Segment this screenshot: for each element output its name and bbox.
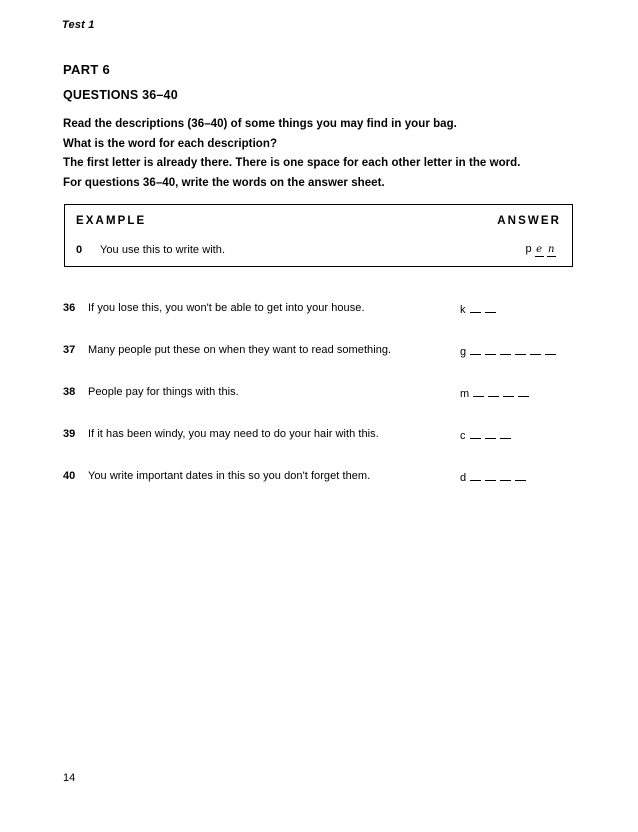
answer-blank bbox=[470, 470, 481, 481]
question-text: Many people put these on when they want to read something. bbox=[88, 344, 392, 356]
question-answer-slot[interactable] bbox=[460, 386, 529, 400]
answer-blank bbox=[515, 470, 526, 481]
answer-label: ANSWER bbox=[497, 215, 561, 227]
question-number: 37 bbox=[63, 344, 76, 356]
answer-blank bbox=[473, 386, 484, 397]
question-row bbox=[0, 344, 638, 386]
answer-blank bbox=[515, 344, 526, 355]
answer-blanks bbox=[466, 472, 526, 484]
answer-blanks bbox=[466, 430, 511, 442]
instructions-block bbox=[63, 115, 583, 193]
question-list bbox=[0, 302, 638, 512]
answer-blank bbox=[485, 470, 496, 481]
answer-blank bbox=[485, 302, 496, 313]
page-number: 14 bbox=[63, 772, 76, 784]
question-answer-slot[interactable] bbox=[460, 470, 526, 484]
answer-first-letter: k bbox=[460, 304, 466, 316]
question-answer-slot[interactable] bbox=[460, 428, 511, 442]
answer-blank bbox=[545, 344, 556, 355]
example-question-number: 0 bbox=[76, 244, 83, 256]
answer-blank bbox=[500, 470, 511, 481]
answer-blank bbox=[500, 428, 511, 439]
question-text: If it has been windy, you may need to do your hair with this. bbox=[88, 428, 379, 440]
answer-blank bbox=[470, 344, 481, 355]
question-number: 36 bbox=[63, 302, 76, 314]
instruction-line: For questions 36–40, write the words on the answer sheet. bbox=[63, 176, 385, 189]
question-text: If you lose this, you won't be able to get into your house. bbox=[88, 302, 365, 314]
question-answer-slot[interactable] bbox=[460, 302, 496, 316]
example-answer-letter: n bbox=[548, 244, 555, 255]
answer-blank bbox=[470, 428, 481, 439]
question-text: People pay for things with this. bbox=[88, 386, 239, 398]
answer-first-letter: c bbox=[460, 430, 466, 442]
question-row bbox=[0, 470, 638, 512]
answer-blank bbox=[518, 386, 529, 397]
instruction-line: The first letter is already there. There is one space for each other letter in the word. bbox=[63, 157, 521, 169]
answer-first-letter: m bbox=[460, 388, 470, 400]
answer-blank bbox=[485, 428, 496, 439]
answer-blank bbox=[503, 386, 514, 397]
question-number: 39 bbox=[63, 428, 76, 440]
answer-blank bbox=[500, 344, 511, 355]
instruction-line: Read the descriptions (36–40) of some things you may find in your bag. bbox=[63, 118, 457, 130]
answer-first-letter: d bbox=[460, 472, 467, 484]
example-box bbox=[64, 204, 573, 267]
answer-blank bbox=[470, 302, 481, 313]
question-number: 38 bbox=[63, 386, 76, 398]
question-row bbox=[0, 386, 638, 428]
example-answer-letter: e bbox=[536, 244, 543, 255]
question-number: 40 bbox=[63, 470, 76, 482]
answer-blanks bbox=[466, 304, 496, 316]
answer-blank bbox=[530, 344, 541, 355]
example-question-text: You use this to write with. bbox=[100, 244, 226, 256]
answer-blanks bbox=[466, 346, 556, 358]
answer-blank bbox=[485, 344, 496, 355]
questions-range-heading: QUESTIONS 36–40 bbox=[63, 88, 178, 102]
example-answer bbox=[526, 243, 557, 257]
question-row bbox=[0, 428, 638, 470]
example-answer-first-letter: p bbox=[525, 243, 532, 255]
answer-blanks bbox=[469, 388, 529, 400]
instruction-line: What is the word for each description? bbox=[63, 137, 278, 150]
question-text: You write important dates in this so you don't forget them. bbox=[88, 470, 371, 482]
question-answer-slot[interactable] bbox=[460, 344, 556, 358]
example-label: EXAMPLE bbox=[76, 215, 147, 227]
running-head: Test 1 bbox=[62, 19, 95, 31]
answer-first-letter: g bbox=[460, 346, 467, 358]
page-title: PART 6 bbox=[63, 62, 111, 77]
question-row bbox=[0, 302, 638, 344]
answer-blank bbox=[488, 386, 499, 397]
